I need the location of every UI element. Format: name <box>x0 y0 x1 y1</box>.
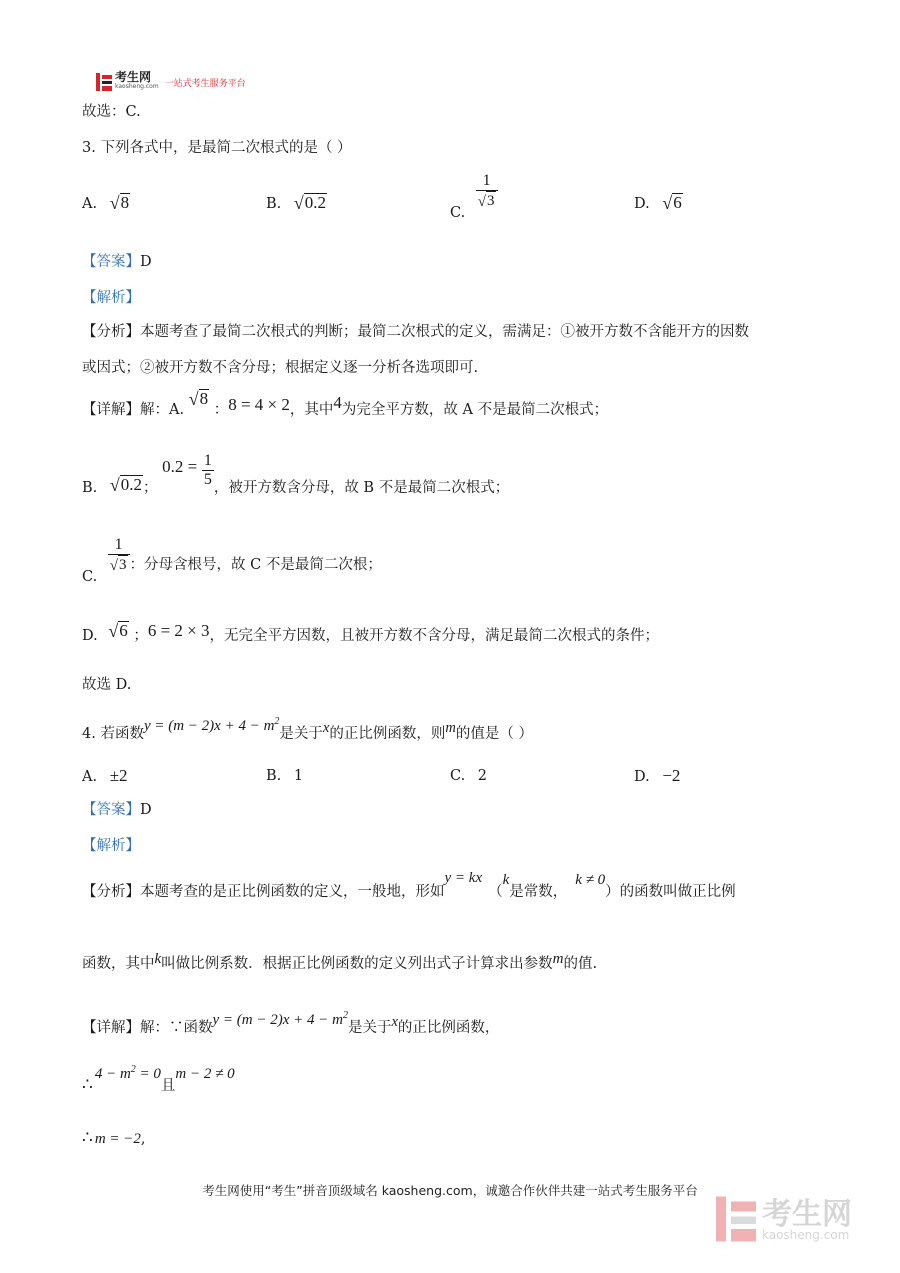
q4-option-d <box>634 766 680 787</box>
numerator: 1 <box>203 452 212 469</box>
q4-option-b <box>266 766 303 786</box>
ykx-expression: y = kx <box>444 870 483 886</box>
q3-answer <box>82 252 152 272</box>
exponent: 2 <box>130 1064 136 1075</box>
text: 叫做比例系数．根据正比例函数的定义列出式子计算求出参数 <box>161 956 553 972</box>
detail-label: C. <box>82 569 98 585</box>
text: 的正比例函数，则 <box>329 726 446 742</box>
page-footer: 考生网使用“考生”拼音顶级域名 kaosheng.com，诚邀合作伙伴共建一站式考生服务平台 <box>202 1183 698 1198</box>
sqrt-expression: √6 <box>662 193 682 213</box>
logo-slogan: 一站式考生服务平台 <box>164 78 246 89</box>
sqrt-expression: √3 <box>477 193 495 210</box>
text: （ <box>488 884 503 900</box>
option-letter: A. <box>82 196 98 212</box>
text: ）的函数叫做正比例 <box>605 884 736 900</box>
option-value: 2 <box>477 768 488 784</box>
expr: = 0 <box>135 1066 161 1082</box>
k-nonzero: k ≠ 0 <box>575 872 606 888</box>
prev-answer: 故选：C. <box>82 104 141 120</box>
text: 的正比例函数， <box>397 1020 500 1036</box>
q3-option-c <box>450 172 498 221</box>
answer-tag: 【答案】 <box>82 802 140 818</box>
logo-text: 考生网 <box>115 70 152 84</box>
denominator: 5 <box>203 471 212 488</box>
var-m: m <box>445 720 456 736</box>
equation: 8 = 4 × 2 <box>228 395 290 414</box>
text: 【分析】本题考查的是正比例函数的定义，一般地，形如 <box>82 884 445 900</box>
fraction <box>108 536 130 574</box>
detail-label: D. <box>82 628 98 644</box>
var-x: x <box>322 720 330 736</box>
radicand: 8 <box>199 389 209 408</box>
watermark <box>716 1196 852 1246</box>
option-letter: B. <box>266 196 282 212</box>
radicand: 6 <box>119 621 128 640</box>
header-logo <box>96 72 246 92</box>
q4-analysis-line1 <box>82 870 736 902</box>
number: 4 <box>333 393 342 412</box>
sqrt-expression: √6 <box>108 621 128 641</box>
equation-2: m − 2 ≠ 0 <box>175 1066 235 1082</box>
watermark-sub: kaosheng.com <box>762 1228 850 1242</box>
sqrt-expression: √0.2 <box>109 475 143 495</box>
sqrt-expression: √8 <box>188 389 209 409</box>
numerator: 1 <box>114 536 123 553</box>
option-letter: C. <box>450 768 466 784</box>
q3-detail-b: B. √0.2； 0.2 = $\frac{1}{5}$ ，被开方数含分母，故 B 不是最简二次根式； <box>82 452 510 496</box>
q4-option-a <box>82 766 128 787</box>
q3-option-b <box>266 192 327 214</box>
expr: 4 − m <box>94 1066 131 1082</box>
q4-analysis-line2 <box>82 951 598 974</box>
radicand: 6 <box>673 193 682 212</box>
sqrt-expression: √0.2 <box>293 193 327 213</box>
radicand: 3 <box>119 557 127 573</box>
option-letter: C. <box>450 205 466 221</box>
q3-detail-c <box>82 536 382 585</box>
expr: y = (m − 2)x + 4 − m <box>212 1012 343 1028</box>
radicand: 0.2 <box>120 475 143 494</box>
answer-tag: 【答案】 <box>82 254 140 270</box>
q3-detail-d: D. √6 ；6 = 2 × 3，无完全平方因数，且被开方数不含分母，满足最简二次根式的条件； <box>82 621 660 644</box>
watermark-text: 考生网 <box>762 1197 852 1232</box>
text: 函数，其中 <box>82 956 155 972</box>
radicand: 3 <box>487 193 495 209</box>
q3-analysis-tag: 【解析】 <box>82 290 140 306</box>
equation-1 <box>95 1066 161 1082</box>
text: ：分母含根号，故 C 不是最简二次根； <box>129 557 382 573</box>
text: ，其中 <box>289 402 334 418</box>
option-value: −2 <box>662 766 681 785</box>
therefore-symbol: ∴ <box>82 1128 93 1147</box>
q3-option-d <box>634 192 683 214</box>
logo-sub: kaosheng.com <box>115 83 159 90</box>
text: 且 <box>160 1078 176 1094</box>
text: 【详解】解：∵函数 <box>82 1020 213 1036</box>
text: ，被开方数含分母，故 B 不是最简二次根式； <box>213 480 510 496</box>
option-letter: D. <box>634 769 650 785</box>
function-expression <box>213 1012 348 1028</box>
text: 是常数， <box>509 884 568 900</box>
text: ，无完全平方因数，且被开方数不含分母，满足最简二次根式的条件； <box>209 628 660 644</box>
therefore-symbol: ∴ <box>82 1075 93 1094</box>
q3-analysis-line1: 【分析】本题考查了最简二次根式的判断；最简二次根式的定义，需满足：①被开方数不含能开方的因数 <box>82 324 749 340</box>
q4-option-c <box>450 766 487 786</box>
option-value: 1 <box>293 768 304 784</box>
q3-conclusion: 故选 D. <box>82 677 132 693</box>
expr: y = (m − 2)x + 4 − m <box>143 718 275 734</box>
var-k: k <box>154 951 162 967</box>
detail-label: B. <box>82 480 98 496</box>
text: 4. 若函数 <box>82 726 144 742</box>
q4-analysis-tag: 【解析】 <box>82 838 140 854</box>
text: 是关于 <box>347 1020 392 1036</box>
function-expression <box>144 718 279 734</box>
q4-stem <box>82 716 533 744</box>
var-m: m <box>552 951 564 967</box>
fraction <box>202 452 214 489</box>
q3-detail-a: 【详解】解：A. √8 ：8 = 4 × 2，其中4为完全平方数，故 A 不是最简二次根式； <box>82 389 609 418</box>
q4-result <box>82 1128 146 1149</box>
var-k: k <box>502 872 510 888</box>
detail-label: 【详解】解：A. <box>82 402 185 418</box>
q3-analysis-line2: 或因式；②被开方数不含分母；根据定义逐一分析各选项即可. <box>82 360 479 376</box>
answer-value: D <box>140 802 152 818</box>
fraction <box>476 172 498 210</box>
equation: 6 = 2 × 3 <box>147 621 210 640</box>
kaosheng-watermark-icon <box>716 1196 756 1246</box>
q4-answer <box>82 800 152 820</box>
result-expression: m = −2 <box>94 1131 141 1147</box>
equation-left: 0.2 = <box>162 457 198 476</box>
option-letter: B. <box>266 768 282 784</box>
exponent: 2 <box>274 716 280 727</box>
q4-step1 <box>82 1064 235 1094</box>
option-letter: D. <box>634 196 650 212</box>
kaosheng-logo-icon <box>96 73 112 91</box>
text: 的值. <box>563 956 598 972</box>
text: 的值是（ ） <box>455 726 533 742</box>
sqrt-expression: √8 <box>109 193 130 213</box>
text: 是关于 <box>279 726 323 742</box>
q3-option-a <box>82 192 130 214</box>
numerator: 1 <box>482 172 491 189</box>
q3-stem: 3. 下列各式中，是最简二次根式的是（ ） <box>82 140 352 156</box>
text: , <box>140 1131 146 1147</box>
option-letter: A. <box>82 769 98 785</box>
radicand: 8 <box>120 193 130 212</box>
answer-value: D <box>140 254 152 270</box>
q4-detail <box>82 1010 500 1038</box>
sqrt-expression: √3 <box>109 557 127 574</box>
text: 为完全平方数，故 A 不是最简二次根式； <box>341 402 609 418</box>
option-value: ±2 <box>109 766 128 785</box>
radicand: 0.2 <box>304 193 327 212</box>
var-x: x <box>391 1014 398 1030</box>
exponent: 2 <box>342 1010 348 1021</box>
